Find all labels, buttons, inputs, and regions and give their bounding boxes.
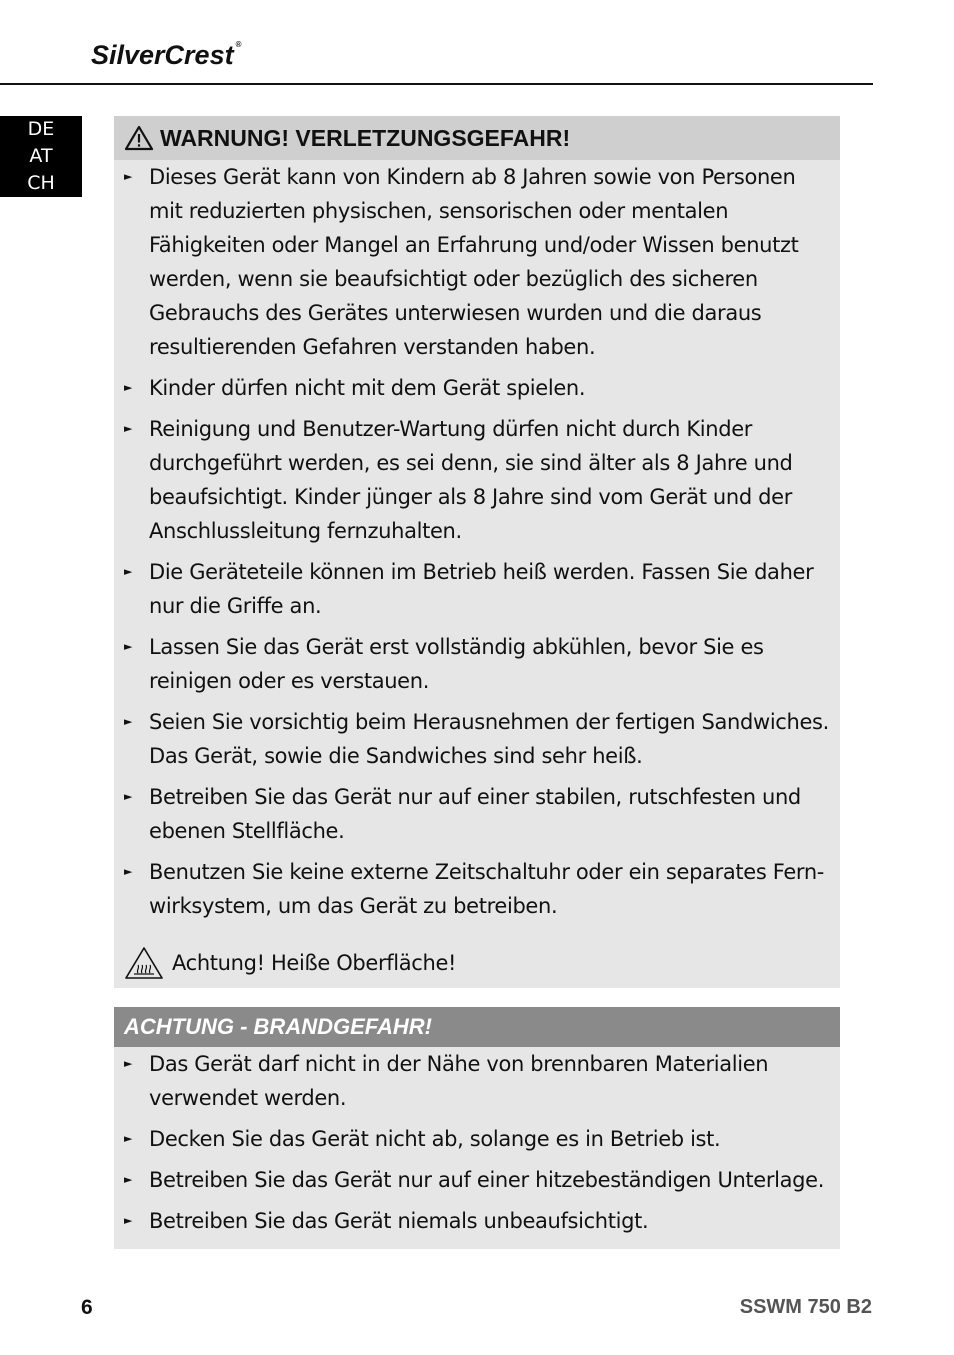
hot-surface-notice <box>124 946 456 980</box>
language-tab <box>0 116 82 197</box>
list-item-text: Die Geräteteile können im Betrieb heiß werden. Fassen Sie daher nur die Griffe an. <box>149 560 814 618</box>
list-item-text: Betreiben Sie das Gerät nur auf einer stabilen, rutschfesten und ebenen Stellfläche. <box>149 785 801 843</box>
fire-hazard-header <box>114 1007 840 1047</box>
list-item-text: Lassen Sie das Gerät erst vollständig abkühlen, bevor Sie es reinigen oder es verstauen. <box>149 635 764 693</box>
list-item <box>114 412 840 548</box>
triangle-right-icon: ► <box>124 1132 133 1145</box>
list-item <box>114 371 840 405</box>
list-item <box>114 160 840 364</box>
triangle-right-icon: ► <box>124 865 133 878</box>
triangle-right-icon: ► <box>124 422 133 435</box>
list-item-text: Benutzen Sie keine externe Zeitschaltuhr oder ein separates Fern-wirksystem, um das Gerät zu betreiben. <box>149 860 825 918</box>
list-item <box>114 705 840 773</box>
list-item <box>114 555 840 623</box>
triangle-right-icon: ► <box>124 565 133 578</box>
list-item-text: Seien Sie vorsichtig beim Herausnehmen der fertigen Sandwiches. Das Gerät, sowie die Sandwiches sind sehr heiß. <box>149 710 829 768</box>
warning-header <box>114 116 840 160</box>
warning-list <box>114 160 840 923</box>
list-item-text: Decken Sie das Gerät nicht ab, solange es in Betrieb ist. <box>149 1127 721 1151</box>
page-number: 6 <box>81 1296 93 1319</box>
triangle-right-icon: ► <box>124 1214 133 1227</box>
warning-title: WARNUNG! VERLETZUNGSGEFAHR! <box>160 124 571 151</box>
lang-de: DE <box>27 118 55 140</box>
hot-surface-text: Achtung! Heiße Oberfläche! <box>172 951 457 975</box>
warning-box <box>114 116 840 988</box>
triangle-right-icon: ► <box>124 715 133 728</box>
lang-at: AT <box>29 145 53 167</box>
triangle-right-icon: ► <box>124 790 133 803</box>
triangle-right-icon: ► <box>124 640 133 653</box>
list-item-text: Betreiben Sie das Gerät nur auf einer hitzebeständigen Unterlage. <box>149 1168 825 1192</box>
fire-hazard-list <box>114 1047 840 1238</box>
lang-ch: CH <box>27 172 55 194</box>
header-rule <box>0 83 873 85</box>
model-number: SSWM 750 B2 <box>739 1296 872 1318</box>
list-item-text: Das Gerät darf nicht in der Nähe von brennbaren Materialien verwendet werden. <box>149 1052 769 1110</box>
list-item-text: Kinder dürfen nicht mit dem Gerät spielen. <box>149 376 586 400</box>
list-item <box>114 1122 840 1156</box>
list-item-text: Reinigung und Benutzer-Wartung dürfen nicht durch Kinder durchgeführt werden, es sei denn, sie sind älter als 8 Jahre und beaufsichtigt. Kinder jünger als 8 Jahre sind vom Gerät und der Anschlussleitung fernzuhalten. <box>149 417 793 543</box>
brand-logo <box>91 40 242 71</box>
hot-surface-icon <box>124 946 164 980</box>
list-item <box>114 780 840 848</box>
list-item <box>114 1047 840 1115</box>
list-item <box>114 855 840 923</box>
warning-triangle-icon <box>124 125 154 151</box>
triangle-right-icon: ► <box>124 381 133 394</box>
triangle-right-icon: ► <box>124 1173 133 1186</box>
registered-mark: ® <box>235 40 242 49</box>
brand-name: SilverCrest <box>91 40 234 70</box>
list-item <box>114 1163 840 1197</box>
list-item <box>114 1204 840 1238</box>
list-item <box>114 630 840 698</box>
list-item-text: Betreiben Sie das Gerät niemals unbeaufsichtigt. <box>149 1209 649 1233</box>
triangle-right-icon: ► <box>124 170 133 183</box>
fire-hazard-box <box>114 1007 840 1249</box>
triangle-right-icon: ► <box>124 1057 133 1070</box>
fire-hazard-title: ACHTUNG - BRANDGEFAHR! <box>124 1014 432 1039</box>
list-item-text: Dieses Gerät kann von Kindern ab 8 Jahren sowie von Personen mit reduzierten physischen, sensorischen oder mentalen Fähigkeiten oder Mangel an Erfahrung und/oder Wissen benutzt werden, wenn sie beaufsichtigt oder bezüglich des sicheren Gebrauchs des Gerätes unterwiesen wurden und die daraus resultierenden Gefahren verstanden haben. <box>149 165 799 359</box>
